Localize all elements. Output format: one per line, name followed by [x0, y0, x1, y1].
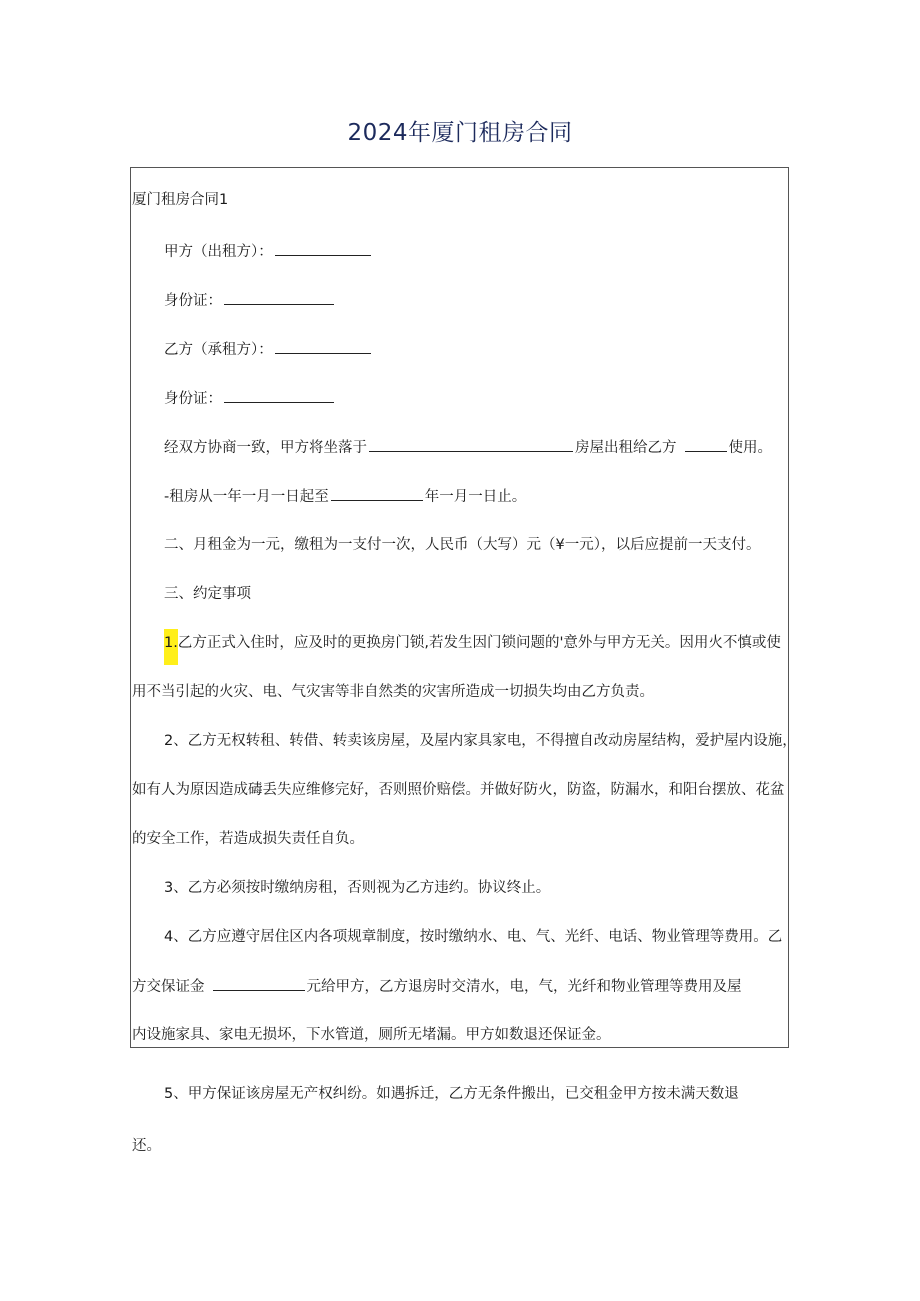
- item-1-line-2: 用不当引起的火灾、电、气灾害等非自然类的灾害所造成一切损失均由乙方负责。: [132, 684, 654, 700]
- item-1-number: 1.: [164, 629, 178, 665]
- usage-blank: [685, 437, 727, 452]
- term-part1: -租房从一年一月一日起至: [164, 489, 329, 505]
- deposit-blank: [213, 976, 305, 991]
- item-4-deposit-rest: 元给甲方，乙方退房时交清水，电，气，光纤和物业管理等费用及屋: [306, 979, 742, 995]
- party-b-id-label: 身份证：: [164, 391, 222, 407]
- document-title: 2024年厦门租房合同: [347, 120, 573, 146]
- party-a-label: 甲方（出租方）：: [164, 244, 273, 260]
- item-1-text: 乙方正式入住时，应及时的更换房门锁,若发生因门锁问题的'意外与甲方无关。因用火不慎或使: [177, 635, 781, 651]
- agreement-part3: 使用。: [728, 440, 772, 456]
- rent-clause: 二、月租金为一元，缴租为一支付一次，人民币（大写）元（¥一元），以后应提前一天支付。: [164, 537, 761, 553]
- party-a-id-blank: [224, 290, 334, 305]
- party-b-id-blank: [224, 388, 334, 403]
- agreement-line: [164, 437, 772, 458]
- end-date-blank: [331, 486, 423, 501]
- item-1-line-1: [164, 633, 781, 653]
- party-b-id-row: [164, 388, 336, 409]
- party-a-id-label: 身份证：: [164, 293, 222, 309]
- section-3-heading: 三、约定事项: [164, 586, 251, 602]
- term-line: [164, 486, 526, 507]
- item-3: 3、乙方必须按时缴纳房租，否则视为乙方违约。协议终止。: [164, 880, 551, 896]
- agreement-part1: 经双方协商一致，甲方将坐落于: [164, 440, 367, 456]
- item-2-line-3: 的安全工作，若造成损失责任自负。: [132, 831, 364, 847]
- party-b-label: 乙方（承租方）：: [164, 342, 273, 358]
- party-b-blank: [275, 339, 371, 354]
- item-4-line-1: 4、乙方应遵守居住区内各项规章制度，按时缴纳水、电、气、光纤、电话、物业管理等费用。乙: [164, 929, 783, 945]
- agreement-part2: 房屋出租给乙方: [575, 440, 677, 456]
- contract-heading: 厦门租房合同1: [132, 192, 229, 208]
- party-a-blank: [275, 241, 371, 256]
- party-b-row: [164, 339, 373, 360]
- term-part2: 年一月一日止。: [424, 489, 527, 505]
- item-5-line-1: 5、甲方保证该房屋无产权纠纷。如遇拆迁，乙方无条件搬出，已交租金甲方按未满天数退: [164, 1086, 739, 1102]
- party-a-row: [164, 241, 373, 262]
- item-4-line-2: [132, 976, 742, 997]
- location-blank: [369, 437, 573, 452]
- item-4-deposit-label: 方交保证金: [132, 979, 205, 995]
- item-2-line-2: 如有人为原因造成碡丢失应维修完好，否则照价赔偿。并做好防火，防盗，防漏水，和阳台摆放、花盆: [132, 782, 785, 798]
- item-5-line-2: 还。: [132, 1138, 161, 1154]
- item-2-line-1: 2、乙方无权转租、转借、转卖该房屋，及屋内家具家电，不得擅自改动房屋结构，爱护屋内设施，: [164, 733, 797, 749]
- party-a-id-row: [164, 290, 336, 311]
- item-4-line-3: 内设施家具、家电无损坏，下水管道，厕所无堵漏。甲方如数退还保证金。: [132, 1027, 611, 1043]
